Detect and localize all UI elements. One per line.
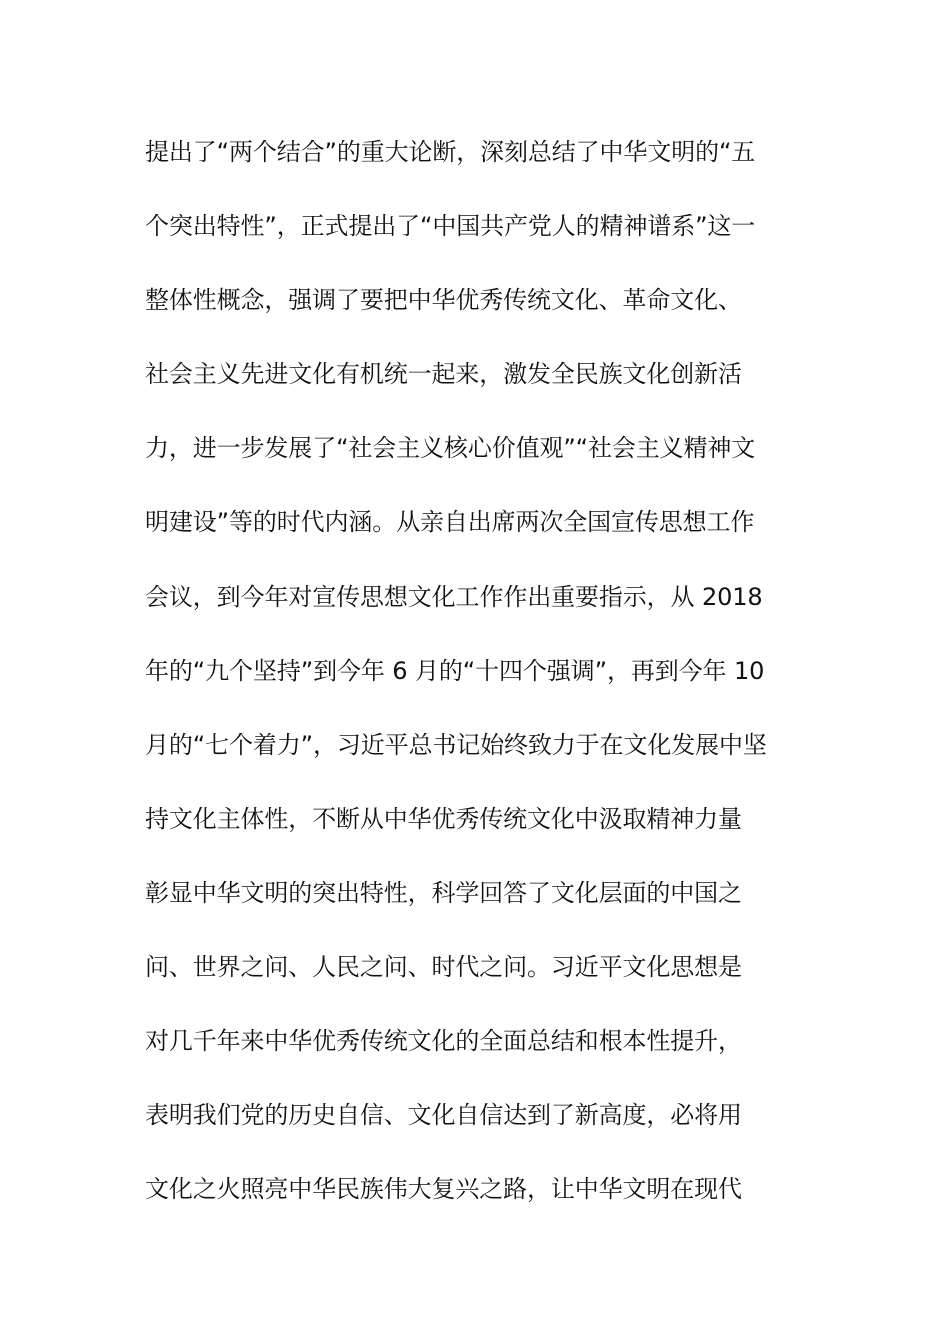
- text-line-6: 明建设”等的时代内涵。从亲自出席两次全国宣传思想工作: [145, 508, 755, 537]
- text-line-14: 表明我们党的历史自信、文化自信达到了新高度，必将用: [145, 1101, 742, 1130]
- text-line-13: 对几千年来中华优秀传统文化的全面总结和根本性提升，: [145, 1027, 742, 1056]
- text-line-15: 文化之火照亮中华民族伟大复兴之路，让中华文明在现代: [145, 1175, 742, 1204]
- text-line-4: 社会主义先进文化有机统一起来，激发全民族文化创新活: [145, 360, 742, 389]
- text-line-5: 力，进一步发展了“社会主义核心价值观”“社会主义精神文: [145, 434, 756, 463]
- text-line-10: 持文化主体性，不断从中华优秀传统文化中汲取精神力量: [145, 804, 742, 833]
- text-line-8: 年的“九个坚持”到今年 6 月的“十四个强调”，再到今年 10: [145, 656, 765, 685]
- text-line-3: 整体性概念，强调了要把中华优秀传统文化、革命文化、: [145, 286, 742, 315]
- text-line-1: 提出了“两个结合”的重大论断，深刻总结了中华文明的“五: [145, 138, 756, 166]
- text-line-2: 个突出特性”，正式提出了“中国共产党人的精神谱系”这一: [145, 212, 756, 241]
- text-line-7: 会议，到今年对宣传思想文化工作作出重要指示，从 2018: [145, 582, 763, 611]
- text-line-9: 月的“七个着力”，习近平总书记始终致力于在文化发展中坚: [145, 730, 767, 759]
- text-line-12: 问、世界之问、人民之问、时代之问。习近平文化思想是: [145, 953, 742, 982]
- body-text: [145, 128, 810, 1239]
- text-line-11: 彰显中华文明的突出特性，科学回答了文化层面的中国之: [145, 878, 742, 907]
